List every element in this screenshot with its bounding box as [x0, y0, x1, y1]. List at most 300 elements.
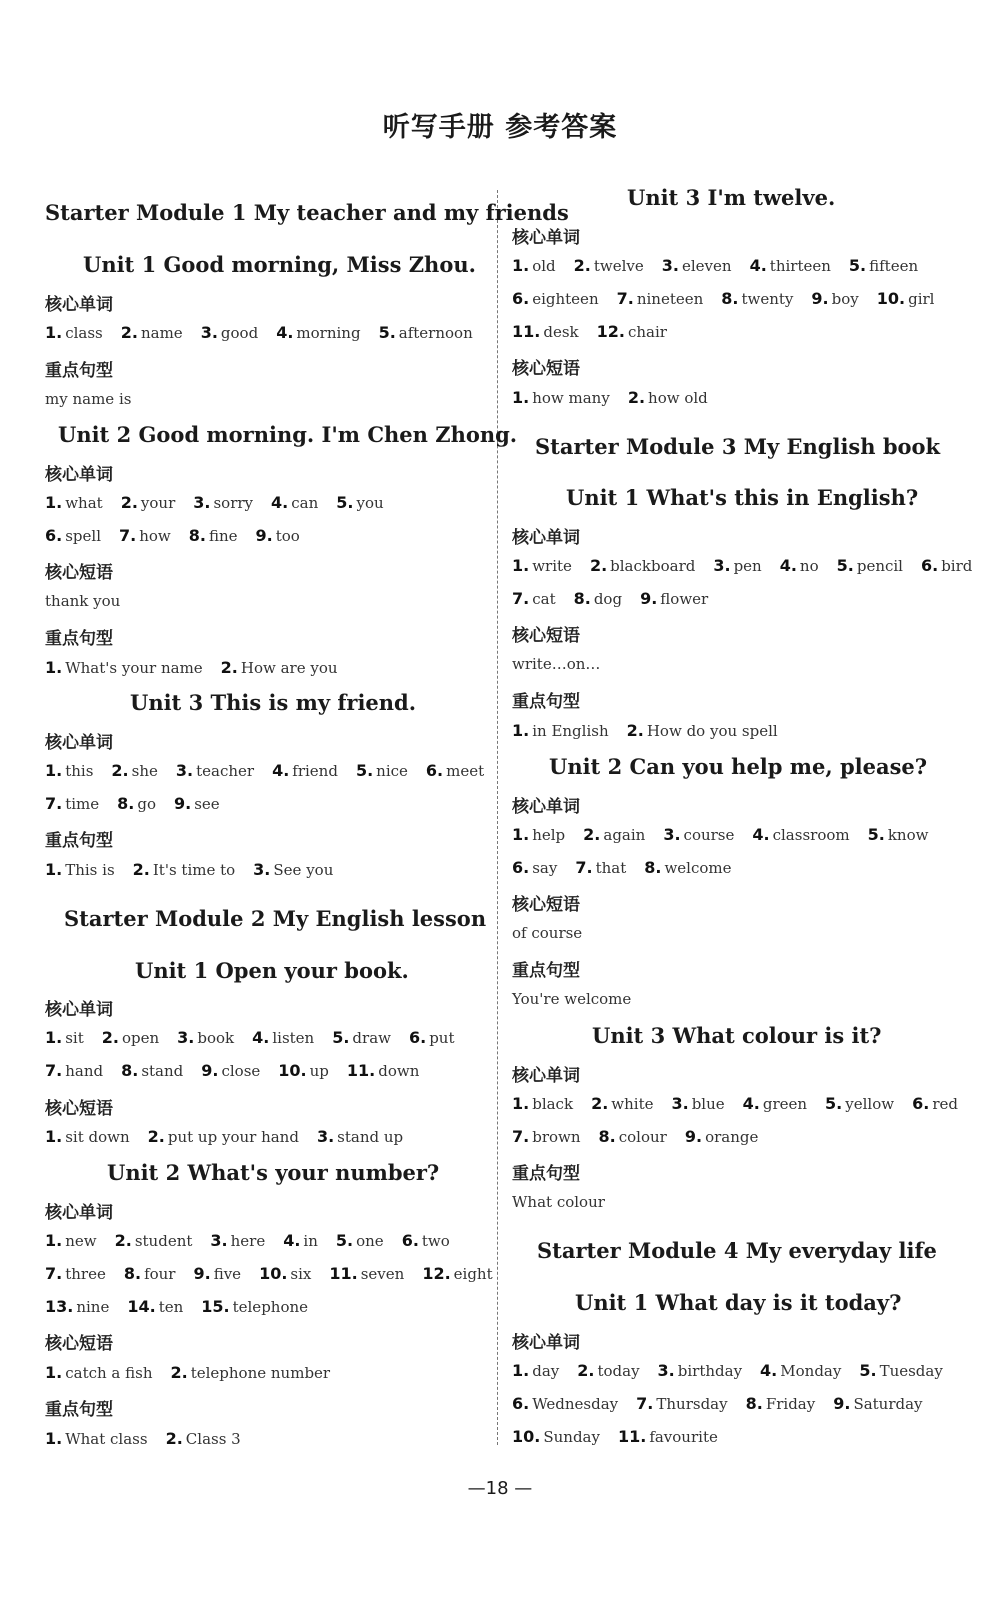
answer-number: 1. [45, 1429, 63, 1448]
answer-number: 6. [425, 761, 444, 780]
answer-text: eighteen [532, 290, 599, 308]
answer-number: 2. [583, 825, 601, 844]
answer-item [133, 861, 236, 879]
answer-text: How are you [240, 659, 338, 677]
answer-number: 1. [512, 1094, 530, 1113]
unit-heading: Unit 1 What's this in English? [566, 485, 919, 510]
answer-item [833, 1395, 922, 1413]
unit-heading: Unit 3 What colour is it? [592, 1023, 882, 1048]
section-label: 重点句型 [512, 692, 580, 712]
answer-item [868, 826, 929, 844]
answer-text: too [275, 527, 300, 545]
answer-number: 13. [45, 1297, 74, 1316]
answer-number: 2. [589, 556, 608, 575]
answer-item [201, 1298, 308, 1316]
answer-item [599, 1128, 667, 1146]
answer-item [115, 1232, 193, 1250]
answer-item [591, 1095, 653, 1113]
answer-item [658, 1362, 743, 1380]
answer-number: 7. [119, 526, 137, 545]
answer-item [921, 557, 972, 575]
answer-item [512, 826, 565, 844]
answer-text: again [603, 826, 646, 844]
answer-number: 11. [329, 1264, 358, 1283]
answer-text: Friday [765, 1395, 816, 1413]
answer-number: 2. [627, 388, 646, 407]
answer-text: Sunday [543, 1428, 600, 1446]
answer-text: Thursday [656, 1395, 728, 1413]
answer-number: 1. [45, 1231, 63, 1250]
answer-number: 6. [912, 1094, 930, 1113]
answer-item [201, 1062, 260, 1080]
answer-item [45, 527, 101, 545]
answer-text: What class [65, 1430, 148, 1448]
answer-item [121, 1062, 183, 1080]
answer-item [111, 762, 157, 780]
answer-item [662, 257, 732, 275]
answer-line [45, 1264, 511, 1283]
answer-text: orange [705, 1128, 759, 1146]
section-label: 重点句型 [45, 1400, 113, 1420]
answer-text: What's your name [65, 659, 203, 677]
answer-text: sorry [213, 494, 254, 512]
answer-number: 7. [636, 1394, 654, 1413]
answer-item [379, 324, 473, 342]
answer-item [45, 1364, 153, 1382]
answer-item [45, 1029, 84, 1047]
answer-item [221, 659, 338, 677]
answer-line [45, 761, 502, 780]
answer-number: 1. [45, 1127, 63, 1146]
answer-number: 1. [512, 388, 530, 407]
section-label: 重点句型 [512, 961, 580, 981]
answer-number: 9. [193, 1264, 211, 1283]
answer-text: stand [141, 1062, 184, 1080]
answer-item [102, 1029, 159, 1047]
answer-number: 2. [573, 256, 591, 275]
answer-number: 2. [626, 721, 644, 740]
answer-number: 1. [512, 1361, 530, 1380]
answer-text: see [194, 795, 220, 813]
answer-number: 2. [120, 493, 138, 512]
answer-text: today [597, 1362, 640, 1380]
answer-text: down [378, 1062, 420, 1080]
answer-number: 12. [422, 1264, 451, 1283]
answer-text: old [532, 257, 556, 275]
module-heading: Starter Module 4 My everyday life [537, 1238, 937, 1263]
answer-number: 1. [45, 1028, 63, 1047]
answer-item [422, 1265, 492, 1283]
answer-text: spell [65, 527, 101, 545]
answer-number: 5. [848, 256, 867, 275]
answer-number: 8. [721, 289, 739, 308]
answer-line [45, 526, 318, 545]
answer-number: 4. [283, 1231, 301, 1250]
unit-heading: Unit 2 What's your number? [107, 1160, 440, 1185]
answer-text: It's time to [152, 861, 236, 879]
answer-number: 11. [617, 1427, 647, 1446]
answer-text: colour [618, 1128, 667, 1146]
section-label: 核心短语 [512, 895, 580, 915]
answer-number: 3. [713, 556, 731, 575]
answer-text: pencil [856, 557, 903, 575]
answer-number: 10. [278, 1061, 307, 1080]
answer-number: 6. [45, 526, 63, 545]
answer-item [171, 1364, 331, 1382]
answer-item [259, 1265, 311, 1283]
unit-heading: Unit 3 I'm twelve. [627, 185, 836, 210]
answer-item [577, 1362, 639, 1380]
answer-text: eight [453, 1265, 493, 1283]
section-label: 核心单词 [512, 528, 580, 548]
answer-line: my name is [45, 390, 132, 408]
answer-item [121, 324, 183, 342]
answer-number: 8. [745, 1394, 763, 1413]
answer-item [671, 1095, 724, 1113]
answer-number: 8. [644, 858, 662, 877]
answer-item [45, 324, 103, 342]
answer-number: 4. [779, 556, 797, 575]
answer-item [119, 527, 171, 545]
answer-text: sit down [65, 1128, 130, 1146]
answer-item [574, 590, 622, 608]
answer-item [575, 859, 626, 877]
answer-text: seven [360, 1265, 405, 1283]
answer-item [256, 527, 300, 545]
answer-line [512, 289, 952, 308]
answer-text: put up your hand [167, 1128, 299, 1146]
answer-line [512, 1127, 776, 1146]
section-label: 核心短语 [45, 1099, 113, 1119]
answer-text: sit [65, 1029, 84, 1047]
answer-number: 3. [316, 1127, 335, 1146]
answer-number: 6. [512, 289, 530, 308]
answer-text: desk [543, 323, 579, 341]
answer-text: How do you spell [646, 722, 778, 740]
answer-text: girl [908, 290, 935, 308]
answer-item [193, 494, 253, 512]
section-label: 核心短语 [512, 359, 580, 379]
answer-line: write…on… [512, 655, 601, 673]
answer-item [336, 494, 383, 512]
answer-item [276, 324, 360, 342]
answer-line [45, 1028, 473, 1047]
answer-text: Tuesday [879, 1362, 943, 1380]
answer-item [271, 494, 318, 512]
answer-item [618, 1428, 718, 1446]
answer-line [45, 794, 238, 813]
answer-text: nine [76, 1298, 110, 1316]
section-label: 核心短语 [45, 1334, 113, 1354]
answer-text: she [131, 762, 158, 780]
answer-text: book [197, 1029, 235, 1047]
answer-text: listen [272, 1029, 315, 1047]
answer-text: put [429, 1029, 455, 1047]
answer-line [45, 860, 351, 879]
answer-number: 5. [378, 323, 396, 342]
answer-number: 5. [859, 1361, 877, 1380]
answer-number: 5. [867, 825, 885, 844]
answer-item [278, 1062, 329, 1080]
answer-number: 9. [201, 1061, 219, 1080]
answer-item [746, 1395, 816, 1413]
module-heading: Starter Module 2 My English lesson [64, 906, 487, 931]
answer-number: 1. [512, 556, 530, 575]
answer-number: 9. [811, 289, 829, 308]
answer-text: nineteen [636, 290, 704, 308]
answer-line [512, 388, 726, 407]
answer-item [685, 1128, 759, 1146]
answer-text: four [144, 1265, 176, 1283]
answer-item [512, 290, 599, 308]
answer-number: 3. [663, 825, 681, 844]
answer-number: 9. [684, 1127, 703, 1146]
answer-item [597, 323, 667, 341]
answer-item [640, 590, 708, 608]
answer-text: help [532, 826, 566, 844]
answer-item [177, 1029, 234, 1047]
answer-item [912, 1095, 958, 1113]
answer-number: 15. [201, 1297, 230, 1316]
answer-item [127, 1298, 183, 1316]
answer-number: 8. [121, 1061, 139, 1080]
answer-line [512, 1094, 976, 1113]
answer-number: 9. [174, 794, 192, 813]
answer-text: name [140, 324, 183, 342]
answer-text: Monday [780, 1362, 842, 1380]
answer-item [409, 1029, 455, 1047]
answer-item [356, 762, 408, 780]
answer-item [426, 762, 484, 780]
answer-number: 8. [123, 1264, 142, 1283]
answer-text: telephone [232, 1298, 309, 1316]
answer-line [45, 1061, 437, 1080]
answer-item [663, 826, 734, 844]
answer-item [721, 290, 793, 308]
unit-heading: Unit 1 What day is it today? [575, 1290, 902, 1315]
answer-item [743, 1095, 807, 1113]
answer-number: 6. [401, 1231, 419, 1250]
answer-text: fine [208, 527, 238, 545]
answer-number: 6. [408, 1028, 427, 1047]
answer-item [859, 1362, 942, 1380]
answer-number: 7. [575, 858, 593, 877]
answer-number: 1. [45, 1363, 63, 1382]
answer-text: eleven [682, 257, 732, 275]
answer-line [45, 493, 402, 512]
section-label: 核心单词 [512, 228, 580, 248]
answer-item [512, 323, 579, 341]
answer-number: 2. [170, 1363, 188, 1382]
answer-line [512, 858, 750, 877]
answer-text: good [220, 324, 259, 342]
answer-text: dog [593, 590, 623, 608]
answer-item [512, 1428, 600, 1446]
answer-text: white [611, 1095, 654, 1113]
answer-item [780, 557, 819, 575]
answer-item [166, 1430, 241, 1448]
answer-item [347, 1062, 419, 1080]
answer-text: brown [532, 1128, 581, 1146]
answer-text: cat [532, 590, 556, 608]
answer-text: catch a fish [65, 1364, 153, 1382]
answer-line [45, 1231, 468, 1250]
answer-text: ten [158, 1298, 184, 1316]
answer-text: hand [65, 1062, 104, 1080]
answer-text: twenty [741, 290, 794, 308]
answer-number: 6. [512, 858, 530, 877]
answer-text: class [65, 324, 103, 342]
answer-item [174, 795, 220, 813]
answer-line: of course [512, 924, 583, 942]
answer-item [117, 795, 156, 813]
answer-number: 4. [760, 1361, 778, 1380]
section-label: 重点句型 [45, 831, 113, 851]
answer-text: chair [627, 323, 667, 341]
section-label: 核心单词 [45, 733, 113, 753]
answer-item [45, 1430, 148, 1448]
answer-number: 9. [640, 589, 658, 608]
answer-number: 2. [577, 1361, 595, 1380]
section-label: 核心单词 [512, 1066, 580, 1086]
section-label: 核心单词 [512, 1333, 580, 1353]
answer-text: what [65, 494, 103, 512]
answer-text: black [532, 1095, 574, 1113]
answer-line [45, 1297, 326, 1316]
answer-item [750, 257, 831, 275]
answer-line [512, 589, 726, 608]
section-label: 核心单词 [45, 295, 113, 315]
answer-item [283, 1232, 318, 1250]
answer-item [752, 826, 849, 844]
section-label: 核心单词 [45, 465, 113, 485]
answer-number: 3. [671, 1094, 689, 1113]
answer-number: 7. [512, 589, 530, 608]
answer-text: day [532, 1362, 560, 1380]
answer-number: 3. [177, 1028, 195, 1047]
answer-number: 1. [45, 658, 63, 677]
answer-item [252, 1029, 314, 1047]
answer-item [193, 1265, 241, 1283]
answer-text: green [762, 1095, 808, 1113]
answer-line [512, 721, 796, 740]
section-label: 核心短语 [512, 626, 580, 646]
answer-text: blue [691, 1095, 725, 1113]
answer-item [636, 1395, 727, 1413]
answer-text: this [65, 762, 94, 780]
answer-line [45, 1429, 259, 1448]
answer-text: favourite [649, 1428, 718, 1446]
answer-number: 5. [355, 761, 374, 780]
answer-item [849, 257, 918, 275]
answer-text: three [65, 1265, 106, 1283]
answer-number: 1. [45, 860, 63, 879]
answer-text: yellow [845, 1095, 895, 1113]
answer-text: welcome [664, 859, 732, 877]
answer-item [644, 859, 731, 877]
answer-number: 7. [616, 289, 634, 308]
answer-text: bird [941, 557, 973, 575]
answer-item [329, 1265, 404, 1283]
answer-item [45, 861, 115, 879]
answer-text: This is [65, 861, 115, 879]
answer-number: 1. [512, 256, 530, 275]
answer-number: 9. [833, 1394, 851, 1413]
answer-item [148, 1128, 299, 1146]
answer-text: write [532, 557, 572, 575]
answer-number: 3. [657, 1361, 675, 1380]
answer-line [512, 322, 685, 341]
answer-number: 1. [45, 761, 63, 780]
answer-line: You're welcome [512, 990, 632, 1008]
answer-item [512, 1095, 573, 1113]
answer-number: 4. [252, 1028, 270, 1047]
answer-item [583, 826, 645, 844]
answer-number: 3. [253, 860, 271, 879]
answer-item [45, 1062, 103, 1080]
answer-text: here [230, 1232, 266, 1250]
answer-text: time [65, 795, 100, 813]
section-label: 核心单词 [45, 1000, 113, 1020]
answer-item [627, 722, 778, 740]
answer-item [811, 290, 858, 308]
page-title: 听写手册 参考答案 [382, 112, 618, 143]
answer-number: 2. [132, 860, 150, 879]
answer-item [124, 1265, 176, 1283]
answer-text: telephone number [190, 1364, 331, 1382]
answer-item [253, 861, 333, 879]
answer-text: student [134, 1232, 193, 1250]
answer-text: red [932, 1095, 958, 1113]
answer-item [512, 722, 609, 740]
answer-text: know [887, 826, 929, 844]
answer-text: birthday [677, 1362, 743, 1380]
answer-text: Saturday [853, 1395, 923, 1413]
answer-line [512, 556, 990, 575]
answer-number: 2. [591, 1094, 609, 1113]
answer-text: can [291, 494, 319, 512]
answer-number: 3. [210, 1231, 228, 1250]
answer-item [590, 557, 695, 575]
answer-number: 11. [512, 322, 541, 341]
answer-line [512, 1394, 941, 1413]
answer-number: 1. [45, 493, 63, 512]
answer-text: your [140, 494, 176, 512]
answer-number: 10. [259, 1264, 288, 1283]
answer-number: 4. [742, 1094, 760, 1113]
answer-item [713, 557, 761, 575]
column-divider [497, 190, 498, 1445]
answer-item [45, 762, 93, 780]
answer-item [45, 1232, 97, 1250]
answer-number: 1. [45, 323, 63, 342]
answer-number: 3. [193, 493, 211, 512]
answer-text: no [799, 557, 819, 575]
answer-text: say [532, 859, 558, 877]
page-number: —18 — [467, 1478, 533, 1499]
answer-text: classroom [772, 826, 850, 844]
answer-text: five [213, 1265, 242, 1283]
answer-item [45, 1298, 109, 1316]
answer-text: teacher [196, 762, 255, 780]
answer-line [45, 1127, 421, 1146]
answer-text: how [139, 527, 171, 545]
unit-heading: Unit 1 Good morning, Miss Zhou. [83, 252, 476, 277]
answer-number: 2. [101, 1028, 119, 1047]
answer-text: nice [376, 762, 408, 780]
answer-number: 7. [45, 1264, 63, 1283]
answer-number: 5. [825, 1094, 843, 1113]
